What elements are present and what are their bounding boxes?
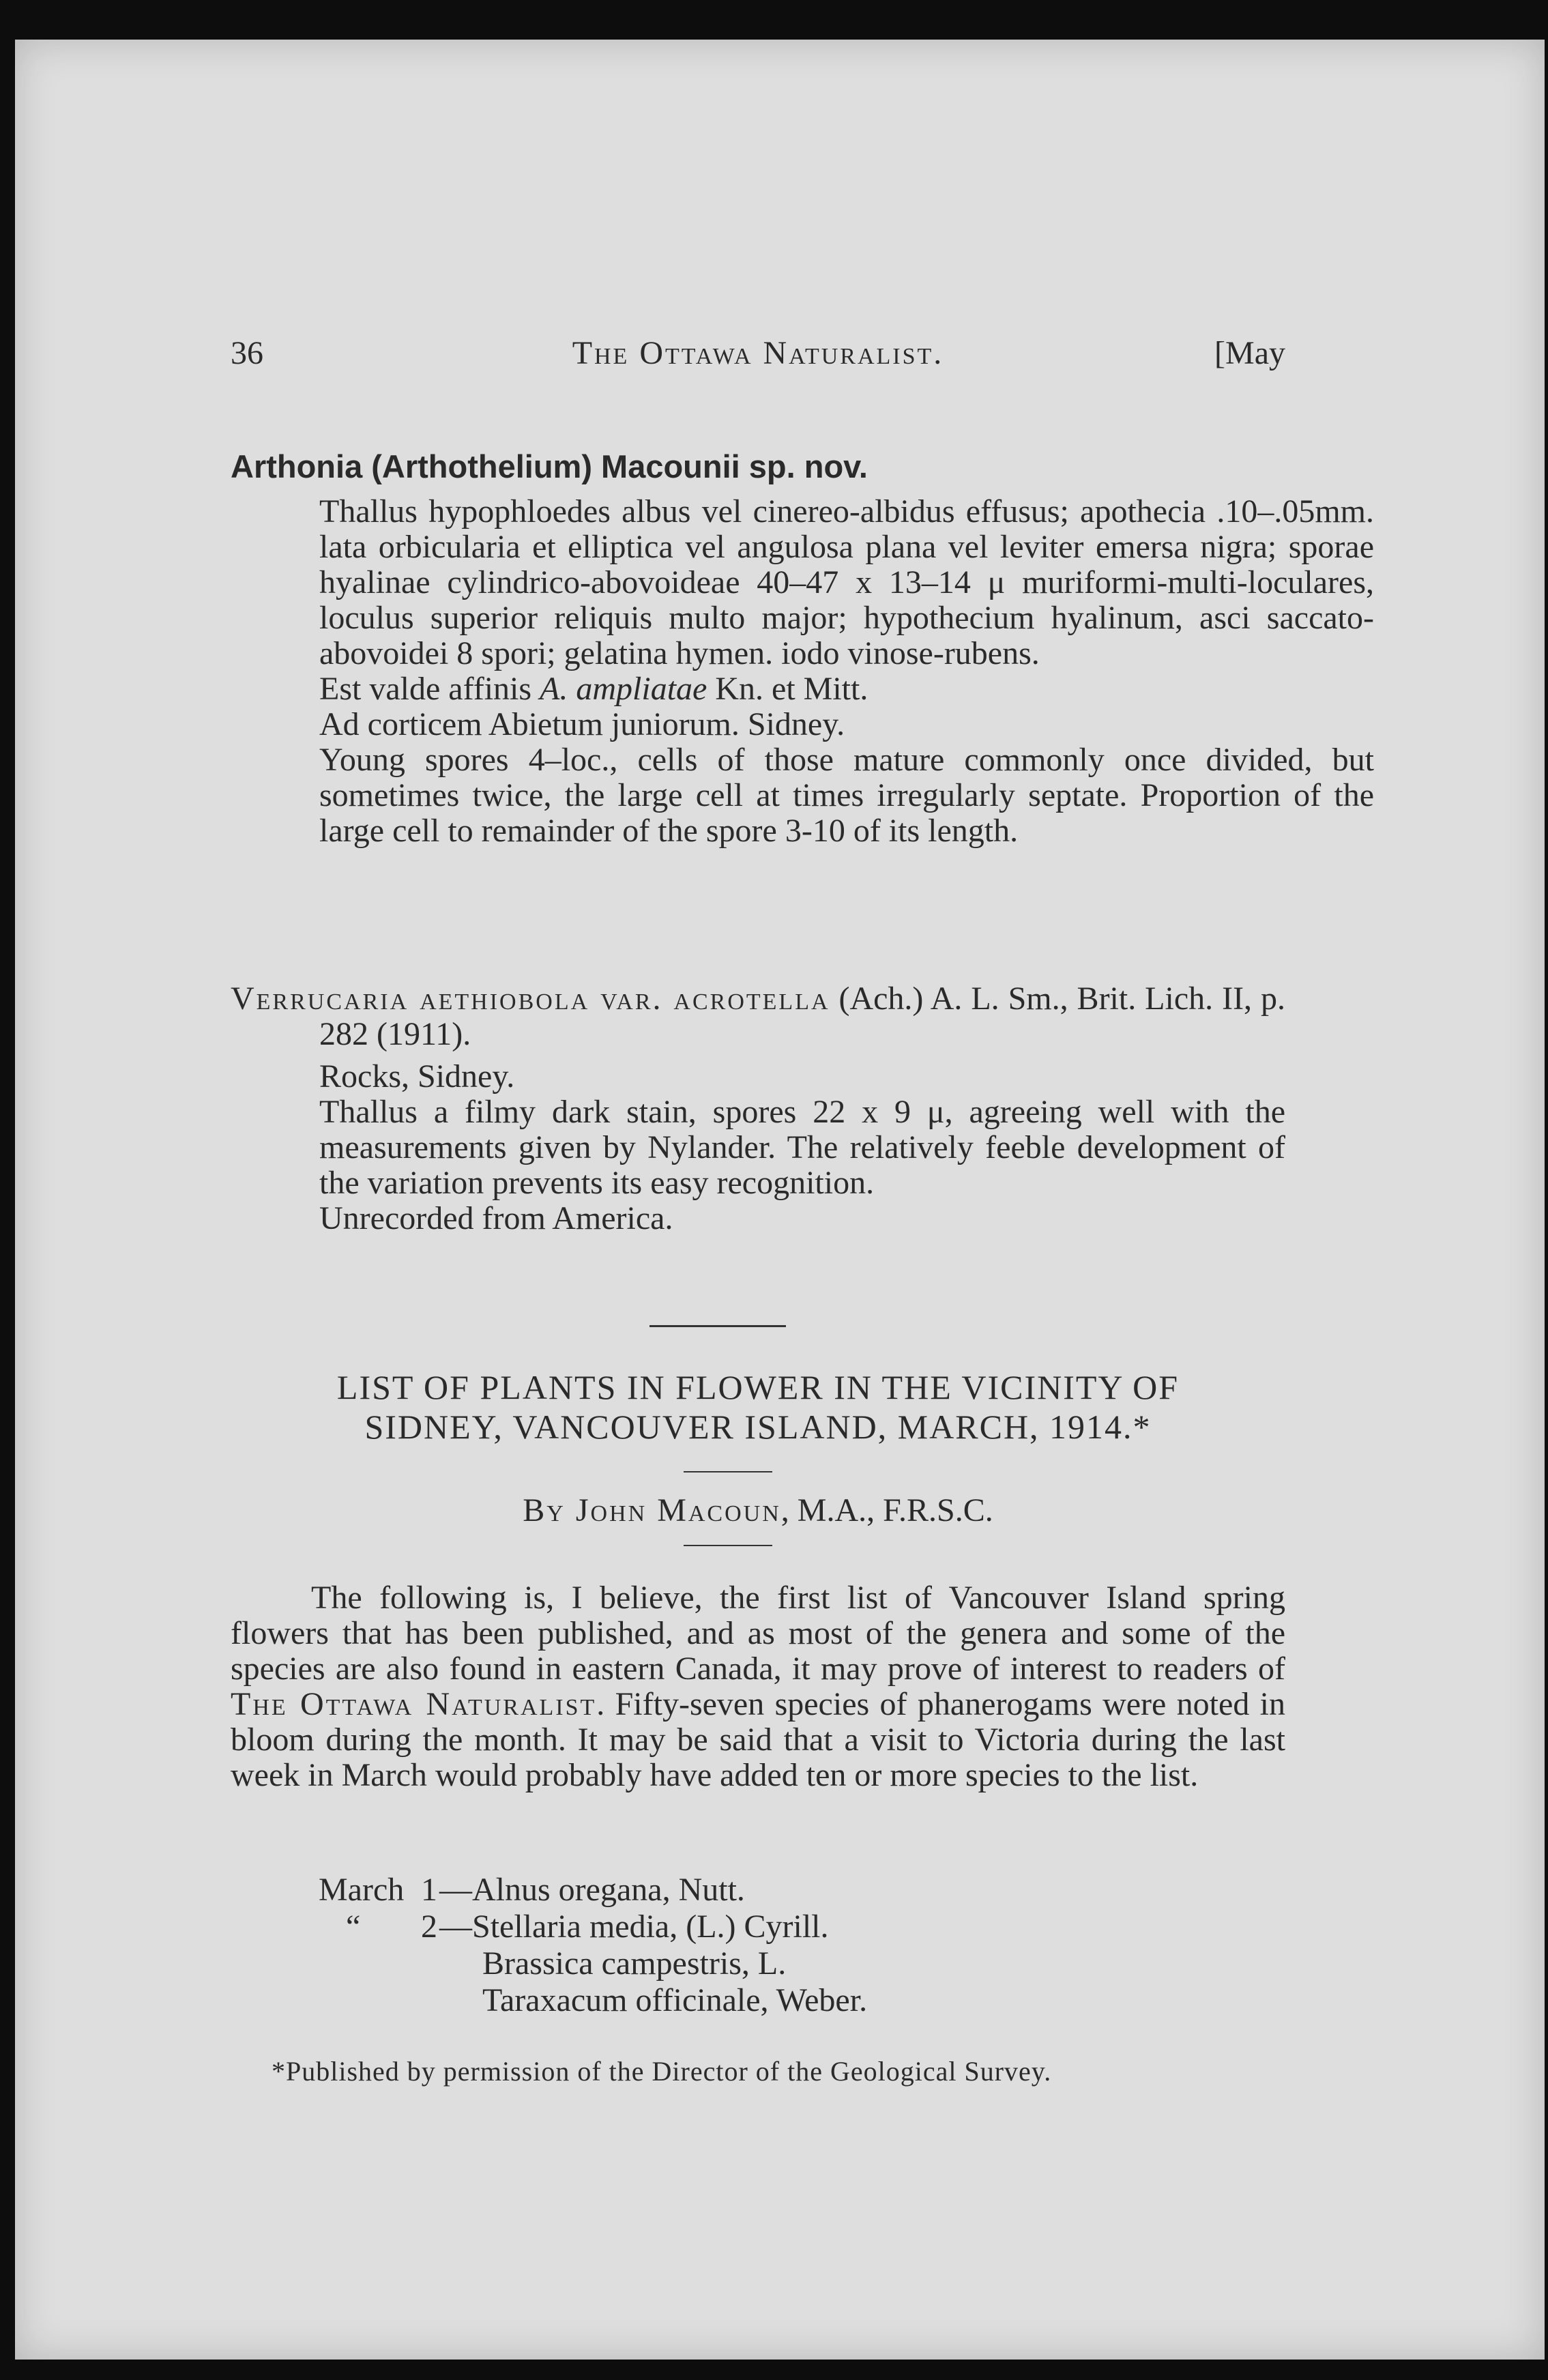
verrucaria-authority: (Ach.) A. L. Sm., Brit. Lich. II, p. 282 (1911). bbox=[319, 981, 1285, 1052]
section-divider bbox=[649, 1325, 786, 1327]
entry-verrucaria bbox=[231, 981, 1285, 1236]
verrucaria-heading bbox=[231, 981, 1285, 1052]
article-title-line2: SIDNEY, VANCOUVER ISLAND, MARCH, 1914.* bbox=[364, 1408, 1152, 1446]
article-title bbox=[231, 1367, 1285, 1447]
arthonia-note: Young spores 4–loc., cells of those mature commonly once divided, but sometimes twice, the large cell at times irregularly septate. Proportion of the large cell to remainder of the spore 3-10 of its length. bbox=[319, 742, 1374, 849]
verrucaria-note: Thallus a filmy dark stain, spores 22 x 9 μ, agreeing well with the measurements given by Nylander. The relatively feeble development of the variation prevents its easy recognition. bbox=[319, 1094, 1285, 1201]
scanned-page: 36 The Ottawa Naturalist. [May Arthonia (Arthothelium) Macounii sp. nov. Thallus hypophloedes albus vel cinereo-albidus effusus; apothecia .10–.05mm. lata orbicularia et elliptica vel angulosa plana vel leviter emersa nigra; sporae hyalinae cylindrico-abovoideae 40–47 x 13–14 μ muriformi-multi-loculares, loculus superior reliquis multo major; hypothecium hyalinum, asci saccato-abovoidei 8 spori; gelatina hymen. iodo vinose-rubens. Est valde affinis A. ampliatae Kn. et Mitt. Ad corticem Abietum juniorum. Sidney. Young spores 4–loc., cells of those mature commonly once divided, but sometimes twice, the large cell at times irregularly septate. Proportion of the large cell to remainder of the spore 3-10 of its length. Verrucaria aethiobola var. acrotella (Ach.) A. L. Sm., Brit. Lich. II, p. 282 (1911). Rocks, Sidney. Thallus a filmy dark stain, spores 22 x 9 μ, agreeing well with the measurements given by Nylander. The relatively feeble development of the variation prevents its easy recognition. Unrecorded from America. LIST OF PLANTS IN FLOWER IN THE VICINITY OF SIDNEY, VANCOUVER ISLAND, MARCH, 1914.* By John Macoun, M.A., F.R.S.C. The following is, I believe, the first list of Vancouver Island spring flowers that has been published, and as most of the genera and some of the species are also found in eastern Canada, it may prove of interest to readers of The Ottawa Naturalist. Fifty-seven species of phanerogams were noted in bloom during the month. It may be said that a visit to Victoria during the last week in March would probably have added ten or more species to the list. March 1 —Alnus oregana, Nutt. “ 2 —Stellaria media, (L.) Cyrill. Brassica campestris, L. Taraxacum officinale, Weber. *Published by permission of the Director of the Geological Survey. bbox=[15, 40, 1545, 2360]
arthonia-description: Thallus hypophloedes albus vel cinereo-albidus effusus; apothecia .10–.05mm. lata orbicularia et elliptica vel angulosa plana vel leviter emersa nigra; sporae hyalinae cylindrico-abovoideae 40–47 x 13–14 μ muriformi-multi-loculares, loculus superior reliquis multo major; hypothecium hyalinum, asci saccato-abovoidei 8 spori; gelatina hymen. iodo vinose-rubens. bbox=[319, 493, 1374, 671]
arthonia-habitat: Ad corticem Abietum juniorum. Sidney. bbox=[319, 706, 845, 742]
journal-name-inline: The Ottawa Naturalist bbox=[231, 1686, 597, 1722]
article-title-line1: LIST OF PLANTS IN FLOWER IN THE VICINITY OF bbox=[336, 1368, 1180, 1406]
entry-arthonia bbox=[231, 494, 1374, 849]
footnote: *Published by permission of the Director of the Geological Survey. bbox=[272, 2056, 1052, 2087]
byline: By John Macoun, M.A., F.R.S.C. bbox=[523, 1492, 993, 1528]
arthonia-affinis: Est valde affinis A. ampliatae Kn. et Mitt. bbox=[319, 671, 868, 707]
page-number: 36 bbox=[231, 335, 263, 371]
author-name: John Macoun bbox=[575, 1492, 781, 1528]
verrucaria-unrecorded: Unrecorded from America. bbox=[319, 1200, 673, 1236]
journal-title: The Ottawa Naturalist. bbox=[572, 335, 944, 371]
running-header bbox=[231, 334, 1285, 389]
verrucaria-title: Verrucaria aethiobola var. acrotella bbox=[231, 981, 830, 1017]
byline-rule bbox=[684, 1545, 772, 1546]
species-title-arthonia: Arthonia (Arthothelium) Macounii sp. nov. bbox=[231, 448, 868, 484]
title-rule bbox=[684, 1471, 772, 1472]
issue-month: [May bbox=[1214, 335, 1285, 371]
verrucaria-habitat: Rocks, Sidney. bbox=[319, 1058, 515, 1094]
article-intro: The following is, I believe, the first list of Vancouver Island spring flowers that has been published, and as most of the genera and some of the species are also found in eastern Canada, it may prove of interest to readers of The Ottawa Naturalist. Fifty-seven species of phanerogams were noted in bloom during the month. It may be said that a visit to Victoria during the last week in March would probably have added ten or more species to the list. bbox=[231, 1580, 1285, 1793]
